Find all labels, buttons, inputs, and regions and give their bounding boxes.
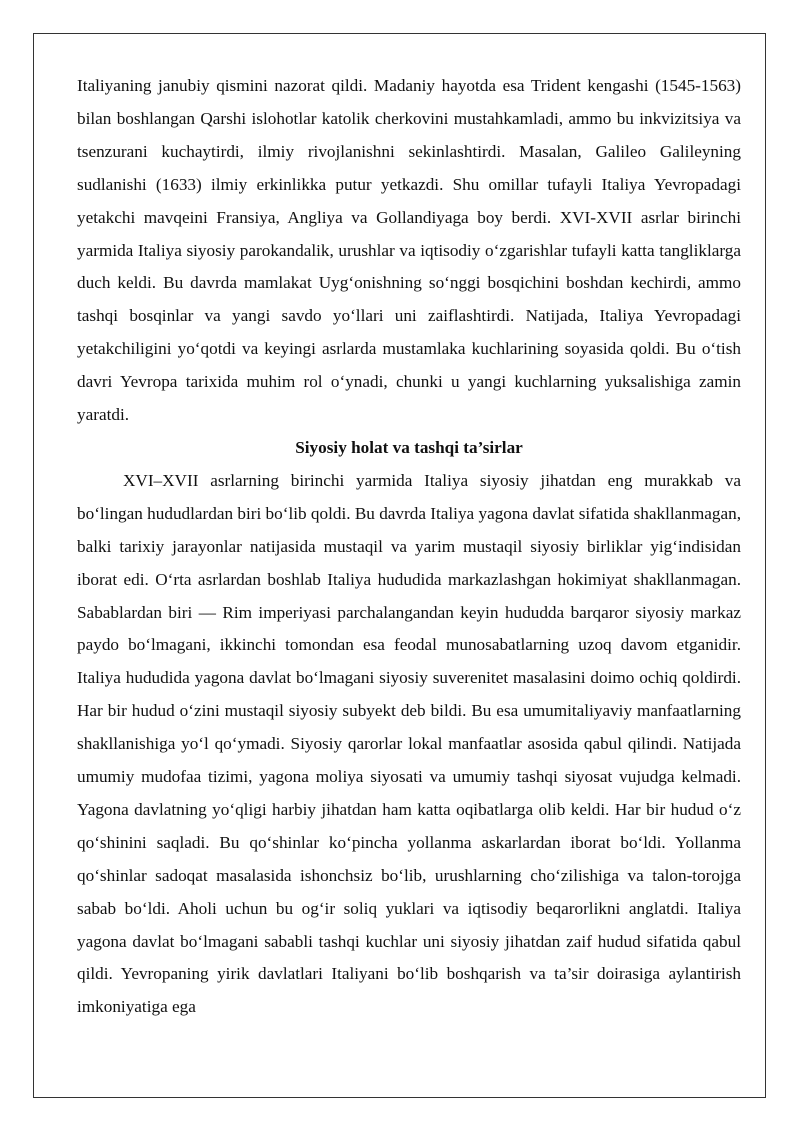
section-paragraph: XVI–XVII asrlarning birinchi yarmida Italiya siyosiy jihatdan eng murakkab va bo‘lingan hududlardan biri bo‘lib qoldi. Bu davrda Italiya yagona davlat sifatida shakllanmagan, balki tarixiy jarayonlar natijasida mustaqil va yarim mustaqil siyosiy birliklar yig‘indisidan iborat edi. O‘rta asrlardan boshlab Italiya hududida markazlashgan hokimiyat shakllanmagan. Sabablardan biri — Rim imperiyasi parchalangandan keyin hududda barqaror siyosiy markaz paydo bo‘lmagani, ikkinchi tomondan esa feodal munosabatlarning uzoq davom etganidir. Italiya hududida yagona davlat bo‘lmagani siyosiy suverenitet masalasini doimo ochiq qoldirdi. Har bir hudud o‘zini mustaqil siyosiy subyekt deb bildi. Bu esa umumitaliyaviy manfaatlarning shakllanishiga yo‘l qo‘ymadi. Siyosiy qarorlar lokal manfaatlar asosida qabul qilindi. Natijada umumiy mudofaa tizimi, yagona moliya siyosati va umumiy tashqi siyosat vujudga kelmadi. Yagona davlatning yo‘qligi harbiy jihatdan ham katta oqibatlarga olib keldi. Har bir hudud o‘z qo‘shinini saqladi. Bu qo‘shinlar ko‘pincha yollanma askarlardan iborat bo‘ldi. Yollanma qo‘shinlar sadoqat masalasida ishonchsiz bo‘lib, urushlarning cho‘zilishiga va talon-torojga sabab bo‘ldi. Aholi uchun bu og‘ir soliq yuklari va iqtisodiy beqarorlikni anglatdi. Italiya yagona davlat bo‘lmagani sababli tashqi kuchlar uni siyosiy jihatdan zaif hudud sifatida qabul qildi. Yevropaning yirik davlatlari Italiyani bo‘lib boshqarish va ta’sir doirasiga aylantirish imkoniyatiga ega (77, 470, 741, 1017)
document-body (77, 70, 741, 1024)
section-heading: Siyosiy holat va tashqi ta’sirlar (295, 437, 523, 457)
continuation-paragraph: Italiyaning janubiy qismini nazorat qildi. Madaniy hayotda esa Trident kengashi (1545-1563) bilan boshlangan Qarshi islohotlar katolik cherkovini mustahkamladi, ammo bu inkvizitsiya va tsenzurani kuchaytirdi, ilmiy rivojlanishni sekinlashtirdi. Masalan, Galileo Galileyning sudlanishi (1633) ilmiy erkinlikka putur yetkazdi. Shu omillar tufayli Italiya Yevropadagi yetakchi mavqeini Fransiya, Angliya va Gollandiyaga boy berdi. XVI-XVII asrlar birinchi yarmida Italiya siyosiy parokandalik, urushlar va iqtisodiy o‘zgarishlar tufayli katta tangliklarga duch keldi. Bu davrda mamlakat Uyg‘onishning so‘nggi bosqichini boshdan kechirdi, ammo tashqi bosqinlar va yangi savdo yo‘llari uni zaiflashtirdi. Natijada, Italiya Yevropadagi yetakchiligini yo‘qotdi va keyingi asrlarda mustamlaka kuchlarining soyasida qoldi. Bu o‘tish davri Yevropa tarixida muhim rol o‘ynadi, chunki u yangi kuchlarning yuksalishiga zamin yaratdi. (77, 76, 741, 425)
